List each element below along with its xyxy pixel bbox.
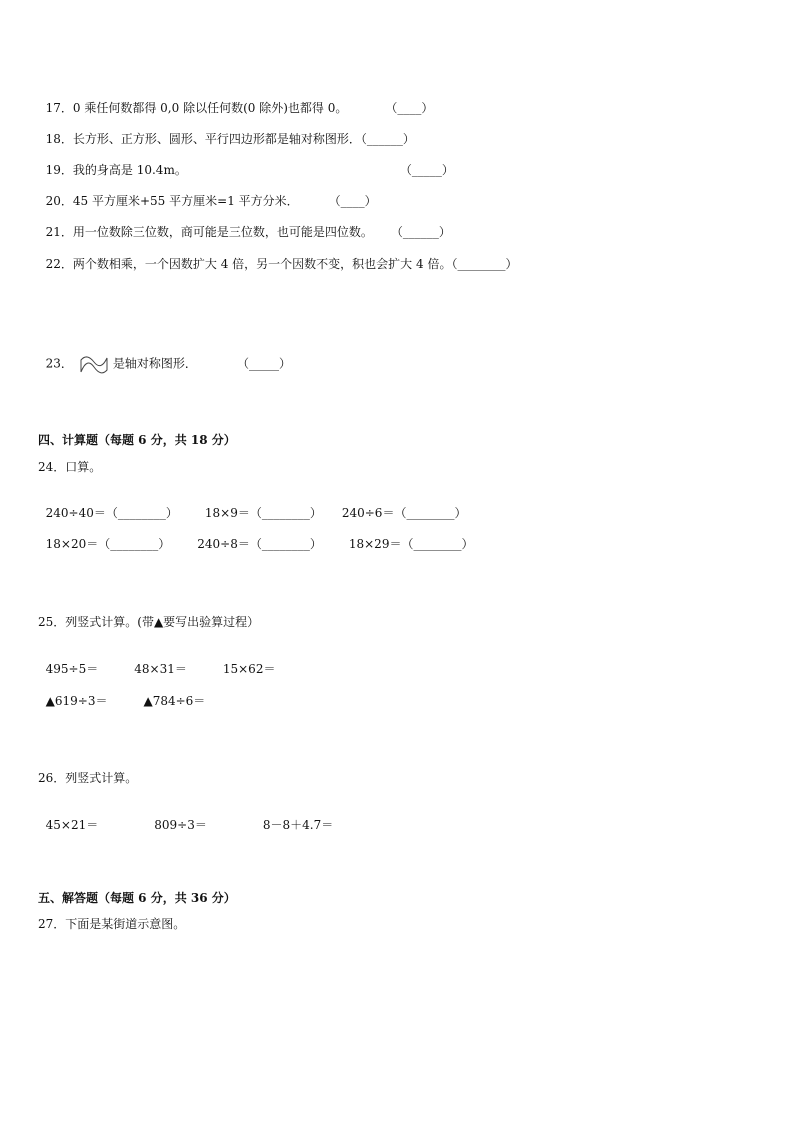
question-18 xyxy=(38,115,415,147)
question-25-row-2 xyxy=(38,677,205,709)
wave-shape-icon xyxy=(79,354,109,374)
question-26-row-1 xyxy=(38,801,333,833)
question-25-title: 25．列竖式计算。(带▲要写出验算过程） xyxy=(38,615,260,629)
vertical-calc-2: 48×31＝ xyxy=(134,662,187,676)
question-20-text: 20．45 平方厘米+55 平方厘米=1 平方分米． xyxy=(45,194,299,208)
question-24-row-1 xyxy=(38,489,466,521)
question-25-row-1 xyxy=(38,645,275,677)
question-19 xyxy=(38,146,454,178)
answer-blank-20[interactable]: （____） xyxy=(328,194,377,208)
question-24-title: 24．口算。 xyxy=(38,460,102,474)
oral-calc-3: 240÷6＝（________） xyxy=(341,506,467,520)
vertical-calc-3: 15×62＝ xyxy=(222,662,276,676)
vertical-calc-1: 495÷5＝ xyxy=(45,662,99,676)
question-23-number: 23． xyxy=(45,356,73,371)
answer-blank-18[interactable]: （______） xyxy=(360,132,415,146)
question-17-text: 17．0 乘任何数都得 0,0 除以任何数(0 除外)也都得 0。 xyxy=(45,101,348,115)
question-17 xyxy=(38,84,433,116)
section-4-heading: 四、计算题（每题 6 分，共 18 分） xyxy=(38,433,236,447)
answer-blank-17[interactable]: （____） xyxy=(385,101,434,115)
answer-blank-22[interactable]: （________） xyxy=(451,257,518,271)
vertical-calc-8: 8－8＋4.7＝ xyxy=(262,818,334,832)
question-26-title: 26．列竖式计算。 xyxy=(38,771,138,785)
vertical-calc-5: ▲784÷6＝ xyxy=(143,694,206,708)
oral-calc-6: 18×29＝（________） xyxy=(348,537,474,551)
question-24-row-2 xyxy=(38,520,473,552)
section-5-heading: 五、解答题（每题 6 分，共 36 分） xyxy=(38,891,236,905)
question-20 xyxy=(38,177,377,209)
oral-calc-4: 18×20＝（________） xyxy=(45,537,171,551)
oral-calc-2: 18×9＝（________） xyxy=(204,506,322,520)
vertical-calc-7: 809÷3＝ xyxy=(154,818,207,832)
question-21-text: 21．用一位数除三位数，商可能是三位数，也可能是四位数。 xyxy=(45,225,373,239)
oral-calc-5: 240÷8＝（________） xyxy=(197,537,322,551)
answer-blank-23[interactable]: （_____） xyxy=(236,356,291,371)
question-21 xyxy=(38,208,451,240)
question-27: 27．下面是某街道示意图。 xyxy=(38,917,186,931)
question-22 xyxy=(38,240,517,272)
question-22-text: 22．两个数相乘，一个因数扩大 4 倍，另一个因数不变，积也会扩大 4 倍。 xyxy=(45,257,452,271)
vertical-calc-6: 45×21＝ xyxy=(45,818,99,832)
vertical-calc-4: ▲619÷3＝ xyxy=(45,694,108,708)
oral-calc-1: 240÷40＝（________） xyxy=(45,506,178,520)
question-23 xyxy=(38,338,291,374)
answer-blank-21[interactable]: （______） xyxy=(390,225,451,239)
question-18-text: 18．长方形、正方形、圆形、平行四边形都是轴对称图形． xyxy=(45,132,361,146)
question-19-text: 19．我的身高是 10.4m。 xyxy=(45,163,187,177)
answer-blank-19[interactable]: （_____） xyxy=(399,163,454,177)
question-23-text: 是轴对称图形． xyxy=(112,356,197,371)
